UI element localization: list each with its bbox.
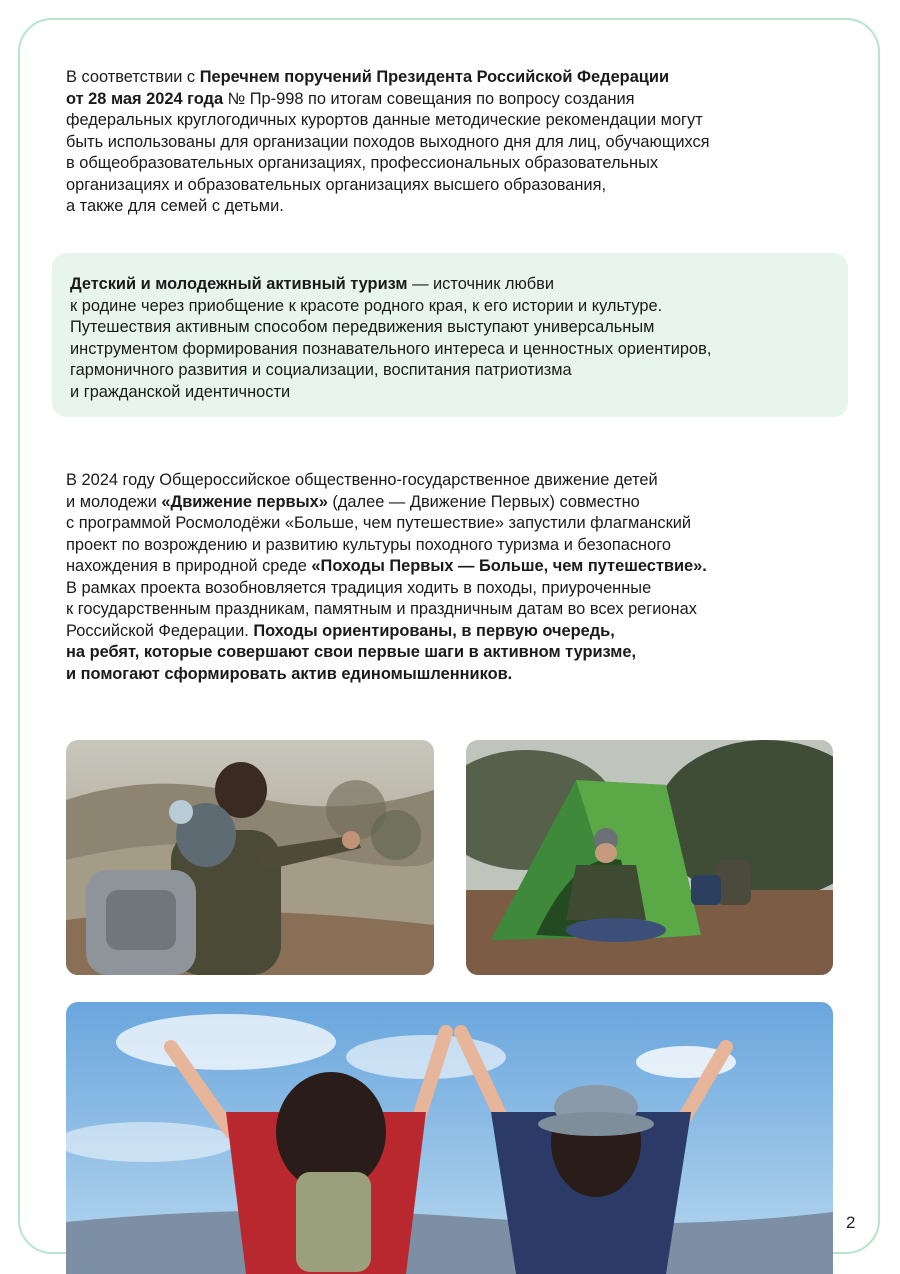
photo-girl-in-tent bbox=[466, 740, 833, 975]
project-paragraph: В 2024 году Общероссийское общественно-государственное движение детей и молодежи «Движение первых» (далее — Движение Первых) совместно с программой Росмолодёжи «Больше, чем путешествие» запустили флагманский проект по возрождению и развитию культуры походного туризма и безопасного нахождения в природной среде «Походы Первых — Больше, чем путешествие». В рамках проекта возобновляется традиция ходить в походы, приуроченные к государственным праздникам, памятным и праздничным датам во всех регионах Российской Федерации. Походы ориентированы, в первую очередь, на ребят, которые совершают свои первые шаги в активном туризме, и помогают сформировать актив единомышленников. bbox=[66, 471, 707, 683]
page-number: 2 bbox=[846, 1213, 856, 1232]
highlight-paragraph: Детский и молодежный активный туризм — источник любви к родине через приобщение к красоте родного края, к его истории и культуре. Путешествия активным способом передвижения выступают универсальным инструментом формирования познавательного интереса и ценностных ориентиров, гармоничного развития и социализации, воспитания патриотизма и гражданской идентичности bbox=[70, 275, 712, 401]
photo-girls-raising-hands bbox=[66, 1002, 833, 1274]
intro-paragraph: В соответствии с Перечнем поручений Президента Российской Федерации от 28 мая 2024 года № Пр-998 по итогам совещания по вопросу создания федеральных круглогодичных курортов данные методические рекомендации могут быть использованы для организации походов выходного дня для лиц, обучающихся в общеобразовательных организациях, профессиональных образовательных организациях и образовательных организациях высшего образования, а также для семей с детьми. bbox=[66, 68, 710, 215]
photo-hikers-pointing bbox=[66, 740, 434, 975]
